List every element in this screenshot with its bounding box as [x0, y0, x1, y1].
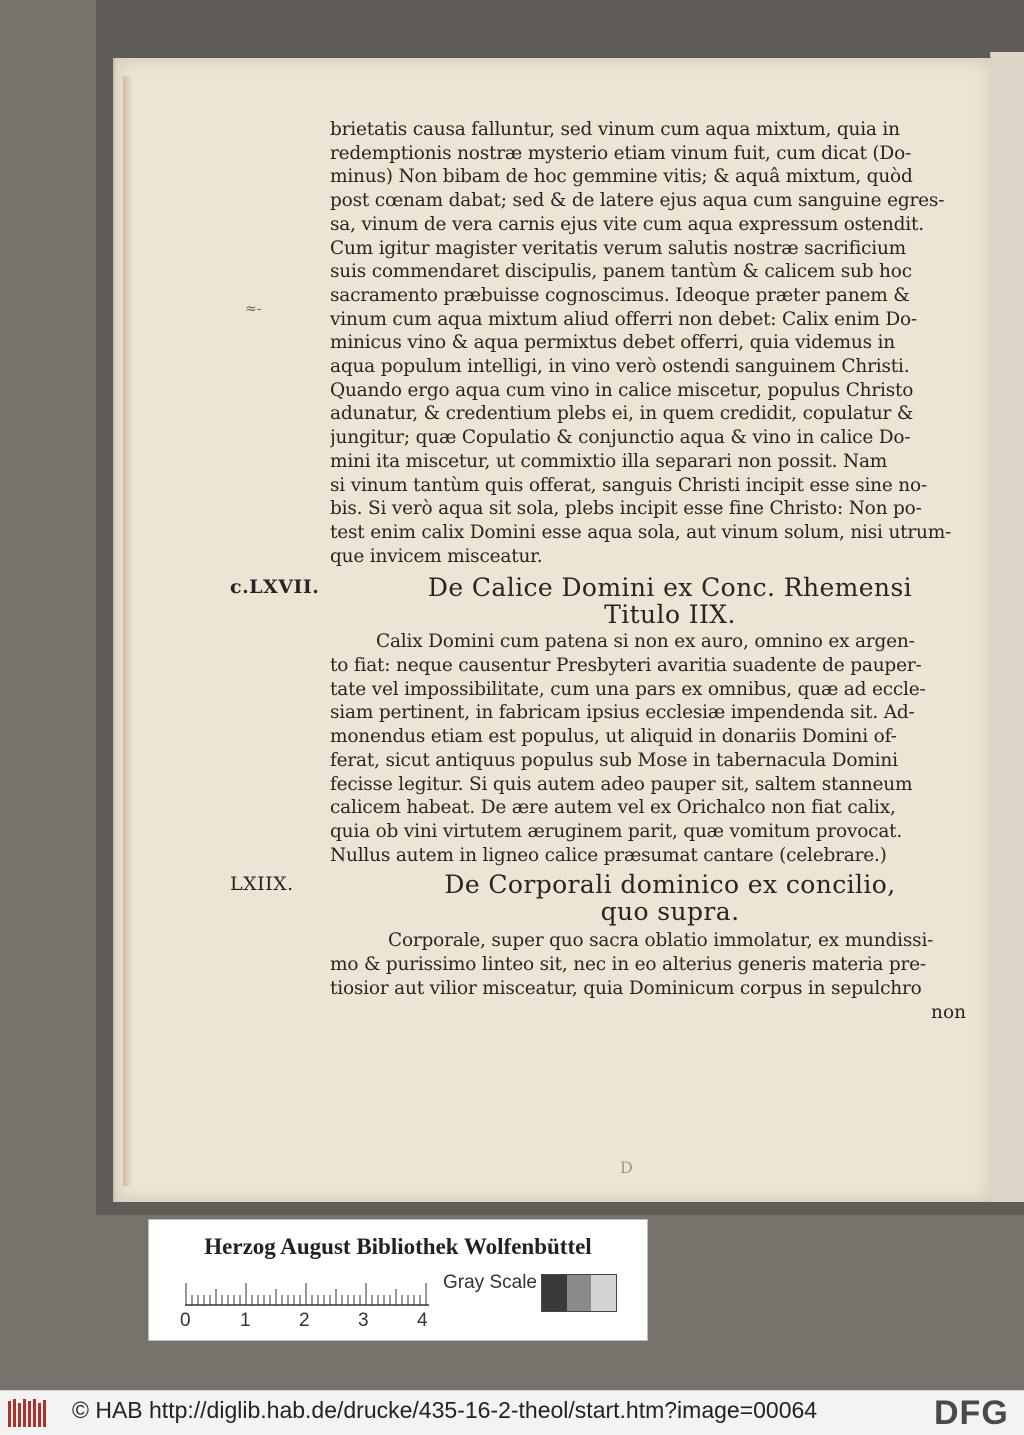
signature-mark: D: [620, 1158, 633, 1177]
text-line: sa, vinum de vera carnis ejus vite cum aqua expressum ostendit.: [330, 213, 924, 235]
footer-bar: [0, 1390, 1024, 1435]
source-url[interactable]: © HAB http://diglib.hab.de/drucke/435-16-2-theol/start.htm?image=00064: [72, 1397, 818, 1423]
text-line: post cœnam dabat; sed & de latere ejus aqua cum sanguine egres-: [330, 190, 945, 212]
gray-swatch-mid: [567, 1275, 592, 1311]
hab-logo-icon: [6, 1395, 50, 1431]
ruler-scale: [185, 1270, 429, 1306]
gray-swatch-light: [591, 1275, 616, 1311]
text-line: tate vel impossibilitate, cum una pars ex omnibus, quæ ad eccle-: [330, 678, 926, 700]
section-number: LXIIX.: [230, 873, 294, 896]
ruler-number: 3: [358, 1310, 369, 1331]
section-heading-68: [230, 870, 970, 927]
section-heading-67: [230, 573, 970, 630]
text-line: que invicem misceatur.: [330, 545, 543, 567]
page-text: [230, 118, 970, 1177]
text-line: si vinum tantùm quis offerat, sanguis Christi incipit esse sine no-: [330, 474, 928, 496]
text-line: calicem habeat. De ære autem vel ex Orichalco non fiat calix,: [330, 797, 896, 819]
book-page: [113, 58, 992, 1202]
text-line: mini ita miscetur, ut commixtio illa separari non possit. Nam: [330, 450, 888, 472]
gray-swatch-dark: [542, 1275, 567, 1311]
text-line: mo & purissimo linteo sit, nec in eo alterius generis materia pre-: [330, 954, 926, 976]
section-title: De Calice Domini ex Conc. Rhemensi: [427, 573, 913, 603]
ruler-number: 1: [240, 1310, 251, 1331]
text-line: redemptionis nostræ mysterio etiam vinum fuit, cum dicat (Do-: [330, 142, 912, 164]
text-line: aqua populum intelligi, in vino verò ostendi sanguinem Christi.: [330, 356, 910, 378]
text-line: Nullus autem in ligneo calice præsumat cantare (celebrare.): [330, 844, 887, 866]
facing-page-edge: [990, 52, 1024, 1202]
library-label: [148, 1219, 648, 1341]
text-line: bis. Si verò aqua sit sola, plebs incipit esse fine Christo: Non po-: [330, 498, 922, 520]
paragraph-3: [330, 929, 970, 1000]
section-number: c.LXVII.: [230, 576, 320, 599]
section-title: De Corporali dominico ex concilio,: [444, 870, 896, 900]
text-line: Corporale, super quo sacra oblatio immolatur, ex mundissi-: [388, 930, 934, 952]
text-line: to fiat: neque causentur Presbyteri avaritia suadente de pauper-: [330, 655, 922, 677]
text-line: Quando ergo aqua cum vino in calice miscetur, populus Christo: [330, 379, 914, 401]
text-line: suis commendaret discipulis, panem tantùm & calicem sub hoc: [330, 261, 912, 283]
text-line: quia ob vini virtutem æruginem parit, quæ vomitum provocat.: [330, 820, 903, 842]
text-line: siam pertinent, in fabricam ipsius ecclesiæ impendenda sit. Ad-: [330, 702, 915, 724]
text-line: ferat, sicut antiquus populus sub Mose in tabernacula Domini: [330, 749, 898, 771]
library-name: Herzog August Bibliothek Wolfenbüttel: [204, 1234, 592, 1259]
text-line: brietatis causa falluntur, sed vinum cum aqua mixtum, quia in: [330, 119, 900, 140]
margin-mark: ≈-: [245, 301, 262, 317]
text-line: tiosior aut vilior misceatur, quia Dominicum corpus in sepulchro: [330, 977, 922, 999]
ruler-number: 2: [299, 1310, 310, 1331]
text-line: Calix Domini cum patena si non ex auro, omnino ex argen-: [376, 631, 915, 653]
catchword: non: [931, 1001, 966, 1023]
paragraph-2: [330, 630, 970, 867]
text-line: minus) Non bibam de hoc gemmine vitis; & aquâ mixtum, quòd: [330, 166, 913, 188]
text-line: sacramento præbuisse cognoscimus. Ideoque præter panem &: [330, 284, 910, 306]
text-line: minicus vino & aqua permixtus debet offerri, quia videmus in: [330, 332, 895, 354]
section-subtitle: quo supra.: [600, 897, 740, 927]
text-line: Cum igitur magister veritatis verum salutis nostræ sacrificium: [330, 237, 907, 259]
ruler-number: 4: [417, 1310, 428, 1331]
section-subtitle: Titulo IIX.: [604, 600, 736, 630]
text-line: fecisse legitur. Si quis autem adeo pauper sit, saltem stanneum: [330, 773, 913, 795]
dfg-logo: DFG: [934, 1394, 1009, 1432]
paragraph-1: [330, 118, 970, 568]
ruler-number: 0: [180, 1310, 191, 1331]
text-line: test enim calix Domini esse aqua sola, aut vinum solum, nisi utrum-: [330, 521, 952, 543]
text-line: adunatur, & credentium plebs ei, in quem credidit, copulatur &: [330, 403, 914, 425]
text-line: jungitur; quæ Copulatio & conjunctio aqua & vino in calice Do-: [330, 427, 911, 449]
gray-scale-swatches: [541, 1274, 617, 1312]
text-line: monendus etiam est populus, ut aliquid in donariis Domini of-: [330, 726, 897, 748]
gray-scale-label: Gray Scale: [443, 1272, 537, 1293]
page-gutter-shading: [123, 76, 133, 1186]
text-line: vinum cum aqua mixtum aliud offerri non debet: Calix enim Do-: [330, 308, 917, 330]
